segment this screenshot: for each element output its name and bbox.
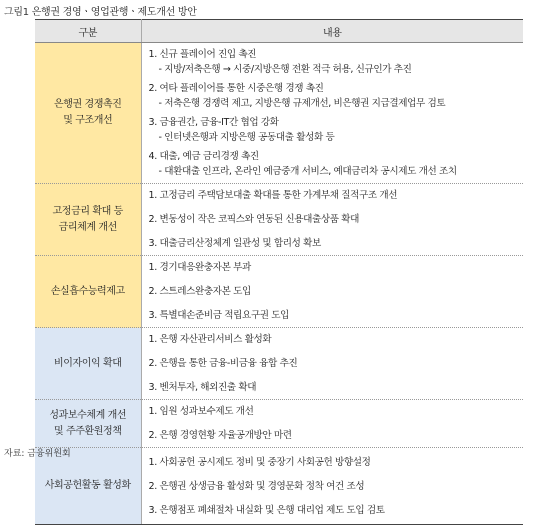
table-row [35, 43, 523, 184]
category-line: 금리체계 개선 [58, 221, 117, 233]
content-item: 2. 은행 경영현황 자율공개방안 마련 [148, 430, 292, 441]
category-line: 비이자이익 확대 [53, 357, 122, 369]
row-category [35, 328, 141, 400]
figure-label: 그림1 [4, 7, 29, 18]
table-header-row [35, 20, 523, 43]
figure-title [4, 3, 197, 18]
content-subitem: - 대환대출 인프라, 온라인 예금중개 서비스, 예대금리차 공시제도 개선 조치 [158, 166, 457, 177]
header-content: 내용 [141, 20, 523, 43]
content-item: 1. 사회공헌 공시제도 정비 및 중장기 사회공헌 방향설정 [148, 456, 371, 468]
source-note: 자료: 금융위원회 [4, 449, 71, 459]
content-item: 1. 신규 플레이어 진입 촉진 [148, 49, 257, 60]
content-item: 3. 금융권간, 금융-IT간 협업 강화 [148, 117, 279, 128]
category-line: 고정금리 확대 등 [52, 205, 123, 217]
category-line: 은행권 경쟁촉진 [53, 99, 122, 110]
table-body [35, 43, 523, 525]
row-content [141, 400, 523, 448]
content-item: 3. 대출금리산정체계 일관성 및 합리성 확보 [148, 238, 321, 249]
table-row [35, 400, 523, 448]
category-line: 및 구조개선 [63, 115, 113, 126]
row-category [35, 256, 141, 328]
content-subitem: - 인터넷은행과 지방은행 공동대출 활성화 등 [158, 132, 335, 143]
table-row [35, 184, 523, 256]
content-item: 2. 스트레스완충자본 도입 [148, 286, 251, 297]
table-row [35, 256, 523, 328]
row-category [35, 43, 141, 184]
content-item: 2. 여타 플레이어를 통한 시중은행 경쟁 촉진 [148, 83, 324, 94]
category-line: 성과보수체계 개선 [49, 409, 127, 421]
policy-table [35, 19, 523, 525]
row-content [141, 43, 523, 184]
content-subitem: - 지방/저축은행 → 시중/지방은행 전환 적극 허용, 신규인가 추진 [158, 64, 412, 75]
content-item: 4. 대출, 예금 금리경쟁 촉진 [148, 151, 259, 162]
figure-title-text: 은행권 경영ㆍ영업관행ㆍ제도개선 방안 [31, 7, 197, 18]
row-category [35, 448, 141, 525]
row-category [35, 400, 141, 448]
content-item: 2. 은행권 상생금융 활성화 및 경영문화 정착 여건 조성 [148, 480, 365, 492]
content-item: 1. 고정금리 주택담보대출 확대를 통한 가계부채 질적구조 개선 [148, 190, 398, 201]
table-row [35, 448, 523, 525]
content-subitem: - 저축은행 경쟁력 제고, 지방은행 규제개선, 비은행권 지급결제업무 검토 [158, 98, 446, 109]
category-line: 손실흡수능력제고 [50, 285, 125, 297]
row-content [141, 448, 523, 525]
table-row [35, 328, 523, 400]
content-item: 2. 변동성이 작은 코픽스와 연동된 신용대출상품 확대 [148, 214, 359, 225]
category-line: 사회공헌활동 활성화 [44, 480, 131, 491]
content-item: 3. 벤처투자, 해외진출 확대 [148, 382, 257, 393]
content-item: 3. 은행점포 폐쇄절차 내실화 및 은행 대리업 제도 도입 검토 [148, 504, 385, 516]
content-item: 3. 특별대손준비금 적립요구권 도입 [148, 310, 289, 321]
content-item: 2. 은행을 통한 금융-비금융 융합 추진 [148, 358, 298, 369]
content-item: 1. 경기대응완충자본 부과 [148, 262, 251, 273]
row-category [35, 184, 141, 256]
row-content [141, 256, 523, 328]
content-item: 1. 은행 자산관리서비스 활성화 [148, 334, 272, 345]
category-line: 및 주주환원정책 [53, 425, 122, 437]
row-content [141, 184, 523, 256]
header-category: 구분 [35, 20, 141, 43]
content-item: 1. 임원 성과보수제도 개선 [148, 406, 254, 417]
row-content [141, 328, 523, 400]
